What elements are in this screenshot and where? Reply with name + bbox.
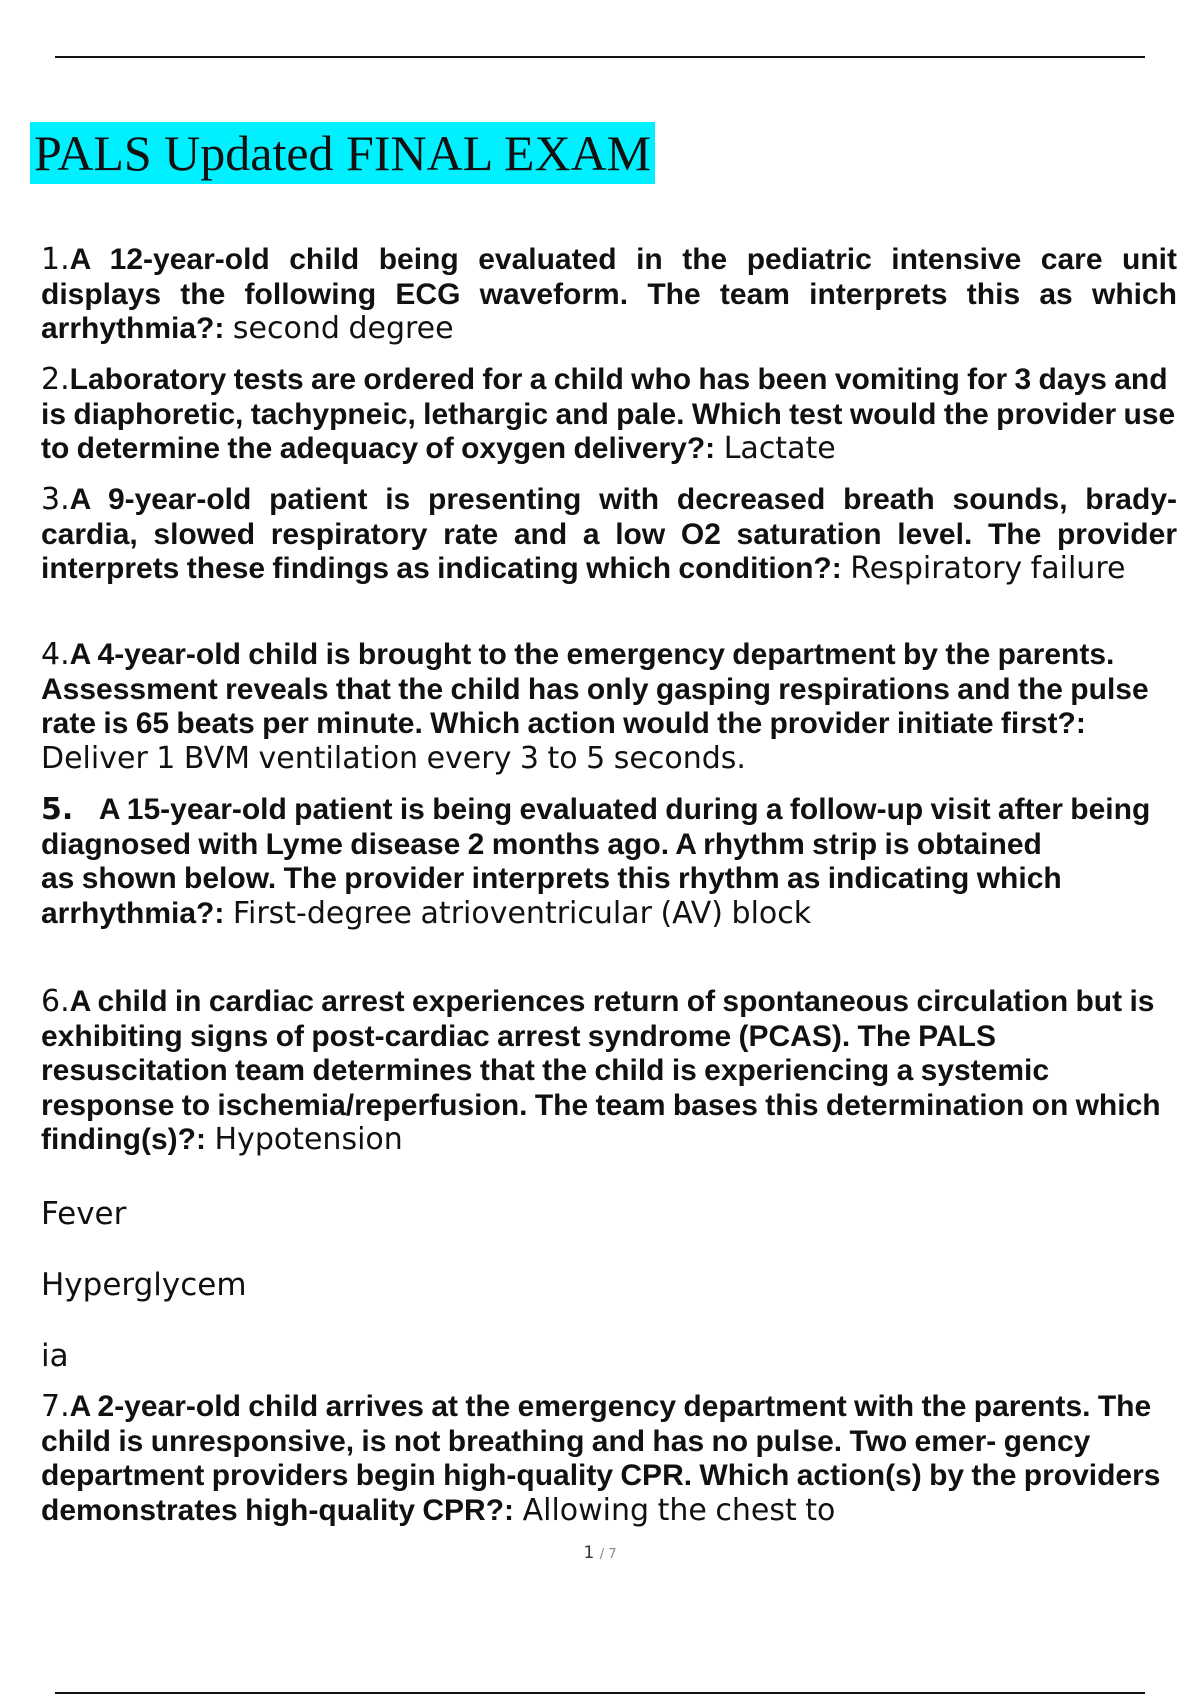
document-title: PALS Updated FINAL EXAM	[30, 122, 655, 184]
answer-extra-ia: ia	[41, 1338, 69, 1374]
answer-text: Hypotension	[214, 1122, 403, 1157]
question-text: A child in cardiac arrest experiences return of spontaneous circulation but is exhibiting signs of post-cardiac arrest syndrome (PCAS). The PALS resuscitation team determines that the child is experiencing a systemic response to ischemia/reperfusion. The team bases this determination on which finding(s)?:	[41, 985, 1161, 1156]
question-number: 4.	[41, 637, 70, 672]
question-4	[41, 638, 1177, 776]
answer-text: Respiratory failure	[850, 551, 1126, 586]
page-total: / 7	[599, 1547, 617, 1562]
page-current: 1	[583, 1543, 595, 1563]
answer-extra-fever: Fever	[41, 1196, 127, 1232]
question-text: A 12-year-old child being evaluated in the pediatric intensive care unit displays the following ECG waveform. The team interprets this as which arrhythmia?:	[41, 243, 1177, 345]
top-rule	[55, 56, 1145, 58]
question-text: A 2-year-old child arrives at the emergency department with the parents. The child is unresponsive, is not breathing and has no pulse. Two emer- gency department providers begin high-quality CPR. Which action(s) by the providers demonstrates high-quality CPR?:	[41, 1390, 1161, 1527]
question-text: A 9-year-old patient is presenting with decreased breath sounds, brady- cardia, slowed respiratory rate and a low O2 saturation level. The provider interprets these findings as indicating which condition?:	[41, 483, 1177, 585]
question-number: 6.	[41, 984, 70, 1019]
question-6	[41, 985, 1177, 1158]
answer-text: Allowing the chest to	[522, 1492, 836, 1528]
question-text: A 4-year-old child is brought to the emergency department by the parents. Assessment reveals that the child has only gasping respirations and the pulse rate is 65 beats per minute. Which action would the provider initiate first?:	[41, 638, 1149, 740]
page-indicator	[0, 1543, 1200, 1563]
question-number: 1.	[41, 242, 70, 277]
question-text: Laboratory tests are ordered for a child who has been vomiting for 3 days and is diaphoretic, tachypneic, lethargic and pale. Which test would the provider use to determine the adequacy of oxygen delivery?:	[41, 363, 1176, 465]
answer-extra-hyperglycem: Hyperglycem	[41, 1267, 247, 1303]
answer-text: First-degree atrioventricular (AV) block	[232, 895, 812, 931]
question-5	[41, 793, 1177, 931]
answer-text: Deliver 1 BVM ventilation every 3 to 5 seconds.	[41, 740, 746, 776]
bottom-rule	[55, 1692, 1145, 1694]
question-number: 5.	[41, 792, 74, 827]
question-number: 2.	[41, 362, 70, 397]
question-7	[41, 1390, 1177, 1528]
question-number: 7.	[41, 1389, 70, 1424]
question-text: A 15-year-old patient is being evaluated during a follow-up visit after being diagnosed with Lyme disease 2 months ago. A rhythm strip is obtained	[41, 793, 1151, 861]
answer-text: second degree	[232, 311, 454, 346]
question-2	[41, 363, 1177, 467]
question-3	[41, 483, 1177, 587]
question-text-continued: as shown below. The provider interprets this rhythm as indicating which arrhythmia?: First-degree atrioventricular (AV) block	[41, 862, 1062, 931]
question-1	[41, 243, 1177, 347]
question-number: 3.	[41, 482, 70, 517]
answer-text: Lactate	[723, 431, 836, 466]
